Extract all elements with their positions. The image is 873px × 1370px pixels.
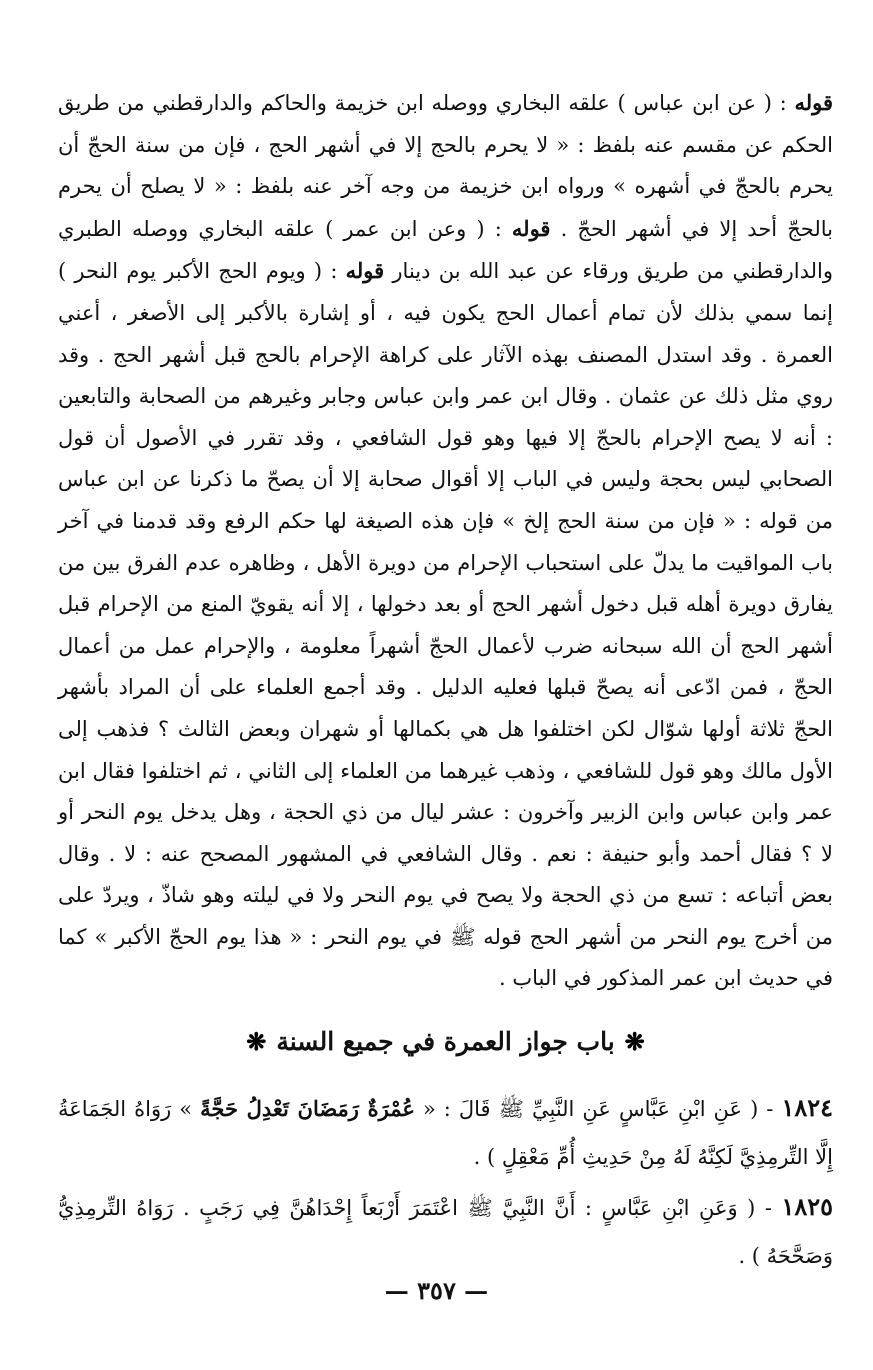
hadith-outro: » رَوَاهُ الجَمَاعَةُ إِلَّا التِّرمِذِيَّ لَكِنَّهُ لَهُ مِنْ حَدِيثِ أُمِّ مَعْقِلٍ ) . [58,1097,833,1170]
commentary-paragraph [58,82,833,1000]
commentary-label-3: قوله [345,258,385,284]
commentary-label-2: قوله [511,215,551,241]
ornament-star-icon: ❋ [246,1027,267,1057]
hadith-number: ١٨٢٥ [781,1192,833,1222]
commentary-text-1: : ( عن ابن عباس ) علقه البخاري ووصله ابن خزيمة والحاكم والدارقطني من طريق الحكم عن مقسم عنه بلفظ : « لا يحرم بالحج إلا في أشهر الحج ، فإن من سنة الحجّ أن يحرم بالحجّ في أشهره » ورواه ابن خزيمة من وجه آخر عنه بلفظ : « لا يصلح أن يحرم بالحجّ أحد إلا في أشهر الحجّ . [58,91,834,241]
hadith-intro: - ( عَنِ ابْنِ عَبَّاسٍ عَنِ النَّبِيِّ ﷺ قَالَ : « [414,1097,782,1122]
commentary-text-2: : ( وعن ابن عمر ) علقه البخاري ووصله الطبري والدارقطني من طريق ورقاء عن عبد الله بن دينار [58,216,833,284]
hadith-matn: عُمْرَةٌ رَمَضَانَ تَعْدِلُ حَجَّةً [200,1096,415,1122]
commentary-text-3: : ( ويوم الحج الأكبر يوم النحر ) إنما سمي بذلك لأن تمام أعمال الحج يكون فيه ، أو إشارة بالأكبر إلى الأصغر ، أعني العمرة . وقد استدل المصنف بهذه الآثار على كراهة الإحرام بالحج قبل أشهر الحج . وقد روي مثل ذلك عن عثمان . وقال ابن عمر وابن عباس وجابر وغيرهم من الصحابة والتابعين : أنه لا يصح الإحرام بالحجّ إلا فيها وهو قول الشافعي ، وقد تقرر في الأصول أن قول الصحابي ليس بحجة وليس في الباب إلا أقوال صحابة إلا أن يصحّ ما ذكرنا عن ابن عباس من قوله : « فإن من سنة الحج إلخ » فإن هذه الصيغة لها حكم الرفع وقد قدمنا في آخر باب المواقيت ما يدلّ على استحباب الإحرام من دويرة الأهل ، وظاهره عدم الفرق بين من يفارق دويرة أهله قبل دخول أشهر الحج أو بعد دخولها ، إلا أنه يقويّ المنع من الإحرام قبل أشهر الحج أن الله سبحانه ضرب لأعمال الحجّ أشهراً معلومة ، والإحرام عمل من أعمال الحجّ ، فمن ادّعى أنه يصحّ قبلها فعليه الدليل . وقد أجمع العلماء على أن المراد بأشهر الحجّ ثلاثة أولها شوّال لكن اختلفوا هل هي بكمالها أو شهران وبعض الثالث ؟ فذهب إلى الأول مالك وهو قول للشافعي ، وذهب غيرهما من العلماء إلى الثاني ، ثم اختلفوا فقال ابن عمر وابن عباس وابن الزبير وآخرون : عشر ليال من ذي الحجة ، وهل يدخل يوم النحر أو لا ؟ فقال أحمد وأبو حنيفة : نعم . وقال الشافعي في المشهور المصحح عنه : لا . وقال بعض أتباعه : تسع من ذي الحجة ولا يصح في يوم النحر ولا في ليلته وهو شاذّ ، ويردّ على من أخرج يوم النحر من أشهر الحج قوله ﷺ في يوم النحر : « هذا يوم الحجّ الأكبر » كما في حديث ابن عمر المذكور في الباب . [58,259,833,991]
hadith-entry [58,1183,833,1280]
hadith-intro: - ( وَعَنِ ابْنِ عَبَّاسٍ : أَنَّ النَّبِيَّ ﷺ اعْتَمَرَ أَرْبَعاً إِحْدَاهُنَّ فِي رَجَبٍ . رَوَاهُ التِّرمِذِيُّ وَصَحَّحَهُ ) . [58,1196,833,1269]
page-body [58,82,833,1282]
page-number: — ٣٥٧ — [384,1276,489,1305]
commentary-label-1: قوله [794,90,833,115]
hadith-entry [58,1084,833,1181]
ornament-star-icon: ❋ [624,1027,645,1057]
section-heading [58,1022,833,1062]
section-title: باب جواز العمرة في جميع السنة [276,1027,615,1057]
hadith-number: ١٨٢٤ [781,1093,833,1123]
